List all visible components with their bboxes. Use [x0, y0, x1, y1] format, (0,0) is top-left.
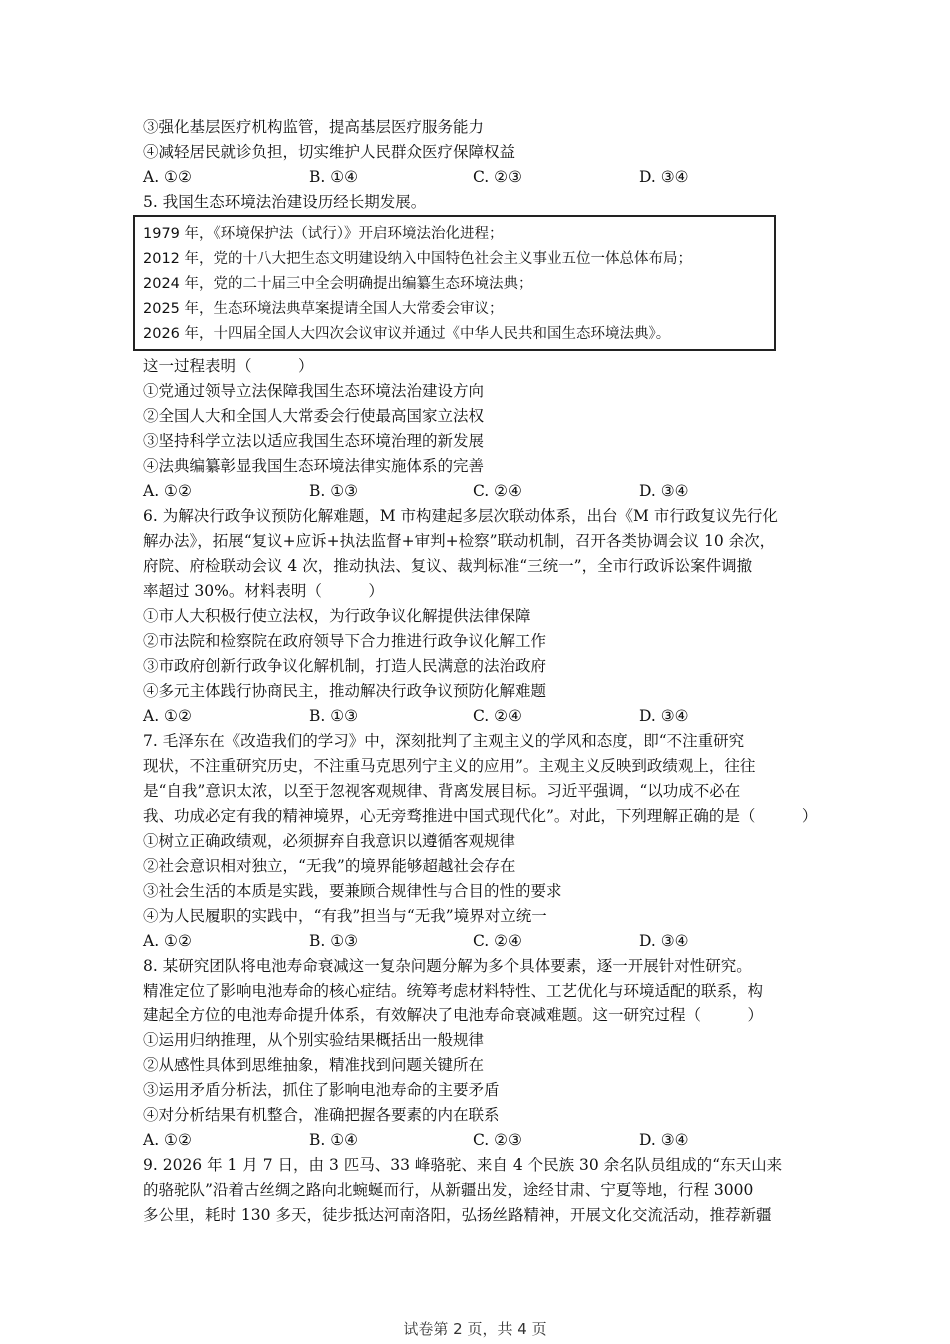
q5-option-b: B. ①③ [309, 482, 359, 500]
q5-question: 这一过程表明（ ） [143, 357, 314, 375]
q7-options [143, 931, 843, 951]
q5-item-2: ②全国人大和全国人大常委会行使最高国家立法权 [143, 407, 485, 425]
q4-options [143, 167, 843, 187]
q4-option-c: C. ②③ [473, 168, 522, 186]
q5-option-a: A. ①② [143, 482, 192, 500]
q5-box-line: 2025 年，生态环境法典草案提请全国人大常委会审议； [143, 301, 504, 317]
q7-item-4: ④为人民履职的实践中，“有我”担当与“无我”境界对立统一 [143, 907, 547, 925]
q8-stem-line: 8. 某研究团队将电池寿命衰减这一复杂问题分解为多个具体要素，逐一开展针对性研究。 [143, 957, 752, 975]
q5-box-line: 2024 年，党的二十届三中全会明确提出编纂生态环境法典； [143, 276, 533, 292]
q8-stem-line: 建起全方位的电池寿命提升体系，有效解决了电池寿命衰减难题。这一研究过程（ ） [143, 1006, 764, 1024]
q4-item-4: ④减轻居民就诊负担，切实维护人民群众医疗保障权益 [143, 143, 516, 161]
q6-item-2: ②市法院和检察院在政府领导下合力推进行政争议化解工作 [143, 632, 547, 650]
q7-option-a: A. ①② [143, 932, 192, 950]
q6-option-d: D. ③④ [639, 707, 689, 725]
q8-item-4: ④对分析结果有机整合，准确把握各要素的内在联系 [143, 1106, 500, 1124]
q9-stem-line: 多公里，耗时 130 多天，徒步抵达河南洛阳，弘扬丝路精神，开展文化交流活动，推荐新疆 [143, 1206, 772, 1224]
q7-option-d: D. ③④ [639, 932, 689, 950]
q7-stem-line: 7. 毛泽东在《改造我们的学习》中，深刻批判了主观主义的学风和态度，即“不注重研究 [143, 732, 745, 750]
q5-item-3: ③坚持科学立法以适应我国生态环境治理的新发展 [143, 432, 485, 450]
q6-stem-line: 率超过 30%。材料表明（ ） [143, 582, 384, 600]
q5-option-c: C. ②④ [473, 482, 522, 500]
q7-stem-line: 是“自我”意识太浓，以至于忽视客观规律、背离发展目标。习近平强调，“以功成不必在 [143, 782, 741, 800]
q8-option-b: B. ①④ [309, 1131, 359, 1149]
q6-option-a: A. ①② [143, 707, 192, 725]
q6-option-b: B. ①③ [309, 707, 359, 725]
q7-option-c: C. ②④ [473, 932, 522, 950]
q8-item-3: ③运用矛盾分析法，抓住了影响电池寿命的主要矛盾 [143, 1081, 500, 1099]
q9-stem-line: 的骆驼队”沿着古丝绸之路向北蜿蜒而行，从新疆出发，途经甘肃、宁夏等地，行程 3000 [143, 1181, 754, 1199]
q4-option-a: A. ①② [143, 168, 192, 186]
q5-option-d: D. ③④ [639, 482, 689, 500]
q8-options [143, 1130, 843, 1150]
q6-stem-line: 府院、府检联动会议 4 次，推动执法、复议、裁判标准“三统一”，全市行政诉讼案件调撤 [143, 557, 753, 575]
q7-item-1: ①树立正确政绩观，必须摒弃自我意识以遵循客观规律 [143, 832, 516, 850]
q8-item-1: ①运用归纳推理，从个别实验结果概括出一般规律 [143, 1031, 485, 1049]
q7-stem-line: 现状，不注重研究历史，不注重马克思列宁主义的应用”。主观主义反映到政绩观上，往往 [143, 757, 756, 775]
q8-option-c: C. ②③ [473, 1131, 522, 1149]
q7-option-b: B. ①③ [309, 932, 359, 950]
q7-stem-line: 我、功成必定有我的精神境界，心无旁骛推进中国式现代化”。对此，下列理解正确的是（ ） [143, 807, 818, 825]
q5-box-line: 2012 年，党的十八大把生态文明建设纳入中国特色社会主义事业五位一体总体布局； [143, 251, 693, 267]
q4-option-b: B. ①④ [309, 168, 359, 186]
q5-item-4: ④法典编纂彰显我国生态环境法律实施体系的完善 [143, 457, 485, 475]
q6-stem-line: 解办法》，拓展“复议+应诉+执法监督+审判+检察”联动机制，召开各类协调会议 10 余次， [143, 532, 776, 550]
q9-stem-line: 9. 2026 年 1 月 7 日，由 3 匹马、33 峰骆驼、来自 4 个民族 30 余名队员组成的“东天山来 [143, 1156, 783, 1174]
q7-item-3: ③社会生活的本质是实践，要兼顾合规律性与合目的性的要求 [143, 882, 562, 900]
q6-item-3: ③市政府创新行政争议化解机制，打造人民满意的法治政府 [143, 657, 547, 675]
q7-item-2: ②社会意识相对独立，“无我”的境界能够超越社会存在 [143, 857, 516, 875]
q5-box-line: 2026 年，十四届全国人大四次会议审议并通过《中华人民共和国生态环境法典》。 [143, 326, 671, 342]
q5-box-line: 1979 年，《环境保护法（试行）》开启环境法治化进程； [143, 226, 504, 242]
page-footer: 试卷第 2 页，共 4 页 [403, 1320, 547, 1338]
q5-options [143, 481, 843, 501]
q8-stem-line: 精准定位了影响电池寿命的核心症结。统筹考虑材料特性、工艺优化与环境适配的联系，构 [143, 982, 764, 1000]
q6-option-c: C. ②④ [473, 707, 522, 725]
q4-option-d: D. ③④ [639, 168, 689, 186]
q5-item-1: ①党通过领导立法保障我国生态环境法治建设方向 [143, 382, 485, 400]
q6-item-1: ①市人大积极行使立法权，为行政争议化解提供法律保障 [143, 607, 531, 625]
q8-option-d: D. ③④ [639, 1131, 689, 1149]
q8-item-2: ②从感性具体到思维抽象，精准找到问题关键所在 [143, 1056, 485, 1074]
q4-item-3: ③强化基层医疗机构监管，提高基层医疗服务能力 [143, 118, 485, 136]
q5-stem: 5. 我国生态环境法治建设历经长期发展。 [143, 193, 427, 211]
q6-stem-line: 6. 为解决行政争议预防化解难题，M 市构建起多层次联动体系，出台《M 市行政复议先行化 [143, 507, 778, 525]
q8-option-a: A. ①② [143, 1131, 192, 1149]
q6-item-4: ④多元主体践行协商民主，推动解决行政争议预防化解难题 [143, 682, 547, 700]
q6-options [143, 706, 843, 726]
